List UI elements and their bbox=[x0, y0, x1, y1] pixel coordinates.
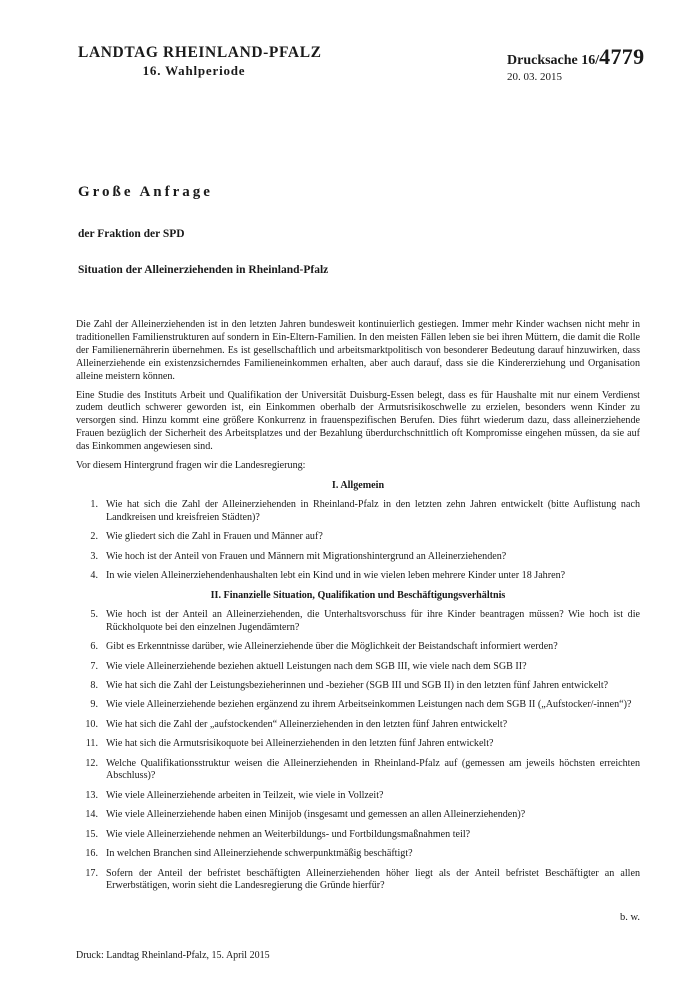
drucksache-date: 20. 03. 2015 bbox=[507, 71, 562, 83]
question-text: Wie hoch ist der Anteil an Alleinerziehenden, die Unterhaltsvorschuss für ihre Kinder beantragen müssen? Wie hoch ist die Rückholquote bei den einzelnen Jugendämtern? bbox=[106, 608, 640, 633]
question-number: 14. bbox=[85, 809, 98, 821]
question-number: 4. bbox=[90, 570, 98, 581]
question-item bbox=[76, 868, 640, 894]
question-item bbox=[76, 738, 640, 751]
question-number: 11. bbox=[85, 738, 98, 750]
question-number: 6. bbox=[90, 641, 98, 653]
question-text: Wie hat sich die Zahl der „aufstockenden“ Alleinerziehenden in den letzten fünf Jahren entwickelt? bbox=[106, 718, 508, 730]
question-item bbox=[76, 609, 640, 635]
question-number: 15. bbox=[85, 828, 98, 840]
question-text: Wie viele Alleinerziehende beziehen aktuell Leistungen nach dem SGB III, wie viele nach dem SGB II? bbox=[106, 660, 527, 672]
question-text: Wie viele Alleinerziehende arbeiten in Teilzeit, wie viele in Vollzeit? bbox=[106, 789, 384, 801]
question-text: In wie vielen Alleinerziehendenhaushalten lebt ein Kind und in wie vielen leben mehrere Kinder unter 18 Jahren? bbox=[106, 570, 566, 581]
question-text: Sofern der Anteil der befristet beschäftigten Alleinerziehenden höher liegt als der Anteil befristet Beschäftigter an allen Erwerbstätigen, worin sieht die Landesregierung die Gründe hierfür? bbox=[106, 867, 640, 892]
question-item bbox=[76, 531, 640, 544]
question-text: Wie hat sich die Armutsrisikoquote bei Alleinerziehenden in den letzten fünf Jahren entwickelt? bbox=[106, 738, 494, 750]
question-item bbox=[76, 551, 640, 564]
print-footer: Druck: Landtag Rheinland-Pfalz, 15. April 2015 bbox=[76, 950, 270, 961]
org-name: LANDTAG RHEINLAND-PFALZ bbox=[78, 44, 322, 61]
question-text: Wie hoch ist der Anteil von Frauen und Männern mit Migrationshintergrund an Alleinerziehenden? bbox=[106, 550, 507, 562]
question-number: 3. bbox=[90, 550, 98, 562]
question-text: Wie viele Alleinerziehende nehmen an Weiterbildungs- und Fortbildungsmaßnahmen teil? bbox=[106, 828, 471, 840]
question-item bbox=[76, 661, 640, 674]
question-text: Wie hat sich die Zahl der Leistungsbezieherinnen und -bezieher (SGB III und SGB II) in den letzten fünf Jahren entwickelt? bbox=[106, 679, 609, 691]
study-paragraph: Eine Studie des Instituts Arbeit und Qualifikation der Universität Duisburg-Essen belegt, dass es für Haushalte mit nur einem Verdienst zudem deutlich schwerer geworden ist, ein Einkommen oberhalb der Armutsrisikoschwelle zu erzielen, besonders wenn Kinder zu versorgen sind. Hinzu kommt eine größere Konkurrenz in frauenspezifischen Berufen. Dies führt wiederum dazu, dass alleinerziehende Frauen bezüglich der Sicherheit des Arbeitsplatzes und der Bezahlung überdurchschnittlich oft Kompromisse eingehen müssen, da sie auf das Einkommen angewiesen sind. bbox=[76, 389, 640, 453]
question-item bbox=[76, 790, 640, 803]
drucksache-number: 4779 bbox=[599, 44, 645, 69]
question-text: Gibt es Erkenntnisse darüber, wie Alleinerziehende über die Möglichkeit der Beistandschaft informiert werden? bbox=[106, 641, 558, 653]
question-number: 1. bbox=[90, 498, 98, 510]
question-number: 2. bbox=[90, 531, 98, 543]
legislative-period: 16. Wahlperiode bbox=[142, 63, 246, 78]
continued-marker: b. w. bbox=[619, 912, 640, 923]
question-number: 10. bbox=[85, 718, 98, 730]
question-number: 9. bbox=[90, 699, 98, 711]
question-number: 8. bbox=[90, 679, 98, 691]
question-item bbox=[76, 570, 640, 583]
subject-title: Situation der Alleinerziehenden in Rheinland-Pfalz bbox=[78, 264, 329, 276]
question-item bbox=[76, 809, 640, 822]
question-item bbox=[76, 719, 640, 732]
question-item bbox=[76, 641, 640, 654]
question-number: 17. bbox=[85, 867, 98, 879]
question-number: 16. bbox=[85, 848, 98, 860]
section-title-finanzielle-situation: II. Finanzielle Situation, Qualifikation und Beschäftigungsverhältnis bbox=[210, 589, 506, 601]
header-org-block bbox=[78, 44, 322, 79]
question-text: Wie viele Alleinerziehende beziehen ergänzend zu ihrem Arbeitseinkommen Leistungen nach dem SGB II („Aufstocker/-innen“)? bbox=[106, 699, 632, 711]
question-number: 13. bbox=[85, 789, 98, 801]
section-title-allgemein: I. Allgemein bbox=[331, 479, 385, 491]
question-item bbox=[76, 758, 640, 784]
document-type: Große Anfrage bbox=[78, 184, 213, 200]
question-text: Wie hat sich die Zahl der Alleinerziehenden in Rheinland-Pfalz in den letzten zehn Jahren entwickelt (bitte Auflistung nach Landkreisen und kreisfreien Städten)? bbox=[106, 498, 640, 523]
question-item bbox=[76, 499, 640, 525]
question-number: 7. bbox=[90, 660, 98, 672]
question-text: Wie viele Alleinerziehende haben einen Minijob (insgesamt und gemessen an allen Alleinerziehenden)? bbox=[106, 809, 526, 821]
drucksache-block bbox=[507, 44, 644, 70]
question-text: Welche Qualifikationsstruktur weisen die Alleinerziehenden in Rheinland-Pfalz auf (gemessen am jeweils höchsten erreichten Abschluss)? bbox=[106, 757, 640, 782]
drucksache-label: Drucksache 16/ bbox=[507, 53, 600, 68]
document-body bbox=[76, 319, 640, 900]
question-item bbox=[76, 680, 640, 693]
question-lead-in: Vor diesem Hintergrund fragen wir die Landesregierung: bbox=[76, 460, 306, 472]
question-number: 5. bbox=[90, 608, 98, 620]
question-number: 12. bbox=[85, 757, 98, 769]
question-item bbox=[76, 829, 640, 842]
faction: der Fraktion der SPD bbox=[78, 228, 185, 240]
intro-paragraph: Die Zahl der Alleinerziehenden ist in den letzten Jahren bundesweit kontinuierlich gestiegen. Immer mehr Kinder wachsen nicht mehr in traditionellen Familienstrukturen auf sondern in Ein-Eltern-Familien. In den meisten Fällen leben sie bei ihren Müttern, die damit die Rolle der Familienernährerin übernehmen. Es ist gesellschaftlich und arbeitsmarktpolitisch von besonderer Bedeutung darauf hinzuwirken, dass Alleinerziehende ein existenzsicherndes Familieneinkommen erhalten, aber auch darauf, dass sie die Kindererziehung und Organisation alleine meistern können. bbox=[76, 319, 640, 382]
question-item bbox=[76, 848, 640, 861]
question-item bbox=[76, 699, 640, 712]
question-text: Wie gliedert sich die Zahl in Frauen und Männer auf? bbox=[106, 531, 323, 543]
question-text: In welchen Branchen sind Alleinerziehende schwerpunktmäßig beschäftigt? bbox=[106, 848, 413, 860]
